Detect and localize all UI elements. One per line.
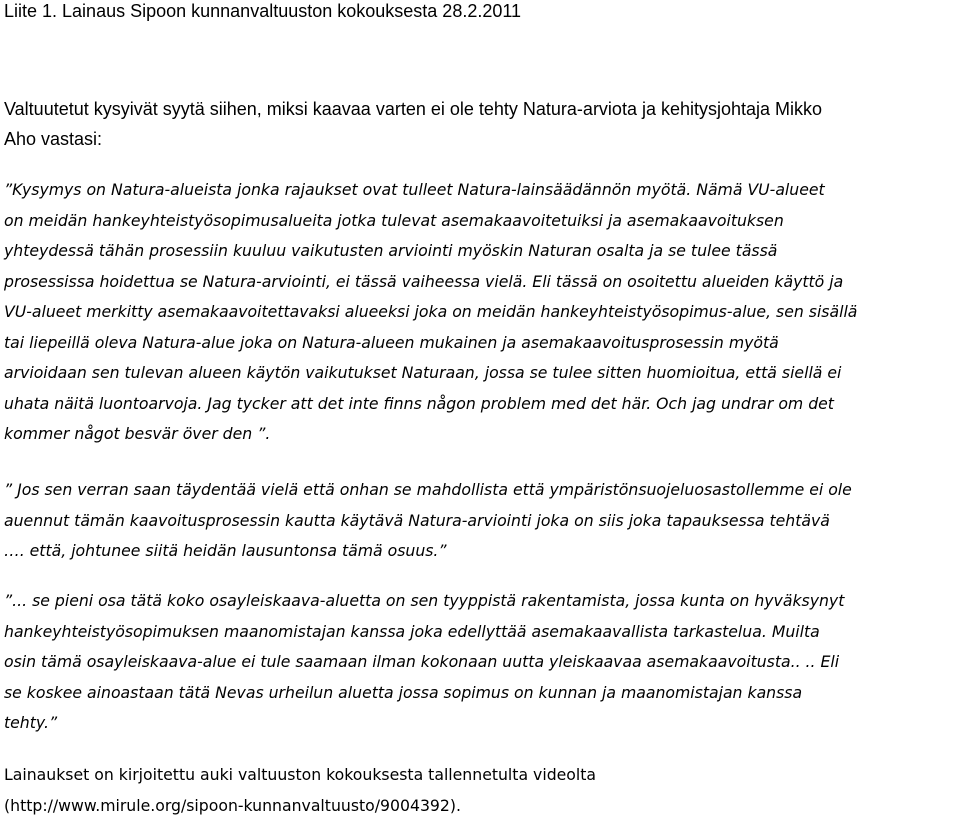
quote-line: ”... se pieni osa tätä koko osayleiskaava-aluetta on sen tyyppistä rakentamista, jossa kunta on hyväksynyt <box>4 586 956 617</box>
quote-line: on meidän hankeyhteistyösopimusalueita jotka tulevat asemakaavoitetuiksi ja asemakaavoituksen <box>4 206 956 237</box>
quote-line: hankeyhteistyösopimuksen maanomistajan kanssa joka edellyttää asemakaavallista tarkastelua. Muilta <box>4 617 956 648</box>
quote-paragraph-1 <box>4 175 956 450</box>
document-heading: Liite 1. Lainaus Sipoon kunnanvaltuuston kokouksesta 28.2.2011 <box>4 0 521 26</box>
quote-line: ” Jos sen verran saan täydentää vielä että onhan se mahdollista että ympäristönsuojeluosastollemme ei ole <box>4 475 956 506</box>
quote-line: tehty.” <box>4 708 956 739</box>
quote-paragraph-2 <box>4 475 956 567</box>
quote-line: auennut tämän kaavoitusprosessin kautta käytävä Natura-arviointi joka on siis joka tapauksessa tehtävä <box>4 506 956 537</box>
source-line: (http://www.mirule.org/sipoon-kunnanvaltuusto/9004392). <box>4 791 956 821</box>
quote-line: se koskee ainoastaan tätä Nevas urheilun aluetta jossa sopimus on kunnan ja maanomistajan kanssa <box>4 678 956 709</box>
quote-line: tai liepeillä oleva Natura-alue joka on Natura-alueen mukainen ja asemakaavoitusprosessin myötä <box>4 328 956 359</box>
quote-line: kommer något besvär över den ”. <box>4 419 956 450</box>
quote-line: arvioidaan sen tulevan alueen käytön vaikutukset Naturaan, jossa se tulee sitten huomioitua, että siellä ei <box>4 358 956 389</box>
quote-line: yhteydessä tähän prosessiin kuuluu vaikutusten arviointi myöskin Naturan osalta ja se tulee tässä <box>4 236 956 267</box>
quote-line: …. että, johtunee siitä heidän lausuntonsa tämä osuus.” <box>4 536 956 567</box>
quote-line: osin tämä osayleiskaava-alue ei tule saamaan ilman kokonaan uutta yleiskaavaa asemakaavoitusta.. .. Eli <box>4 647 956 678</box>
intro-paragraph <box>4 94 956 154</box>
quote-paragraph-3 <box>4 586 956 739</box>
source-line: Lainaukset on kirjoitettu auki valtuuston kokouksesta tallennetulta videolta <box>4 760 956 791</box>
source-note <box>4 760 956 821</box>
quote-line: prosessissa hoidettua se Natura-arviointi, ei tässä vaiheessa vielä. Eli tässä on osoitettu alueiden käyttö ja <box>4 267 956 298</box>
intro-line: Valtuutetut kysyivät syytä siihen, miksi kaavaa varten ei ole tehty Natura-arviota ja kehitysjohtaja Mikko <box>4 94 956 124</box>
intro-line: Aho vastasi: <box>4 124 956 154</box>
quote-line: ”Kysymys on Natura-alueista jonka rajaukset ovat tulleet Natura-lainsäädännön myötä. Nämä VU-alueet <box>4 175 956 206</box>
quote-line: VU-alueet merkitty asemakaavoitettavaksi alueeksi joka on meidän hankeyhteistyösopimus-alue, sen sisällä <box>4 297 956 328</box>
quote-line: uhata näitä luontoarvoja. Jag tycker att det inte finns någon problem med det här. Och jag undrar om det <box>4 389 956 420</box>
